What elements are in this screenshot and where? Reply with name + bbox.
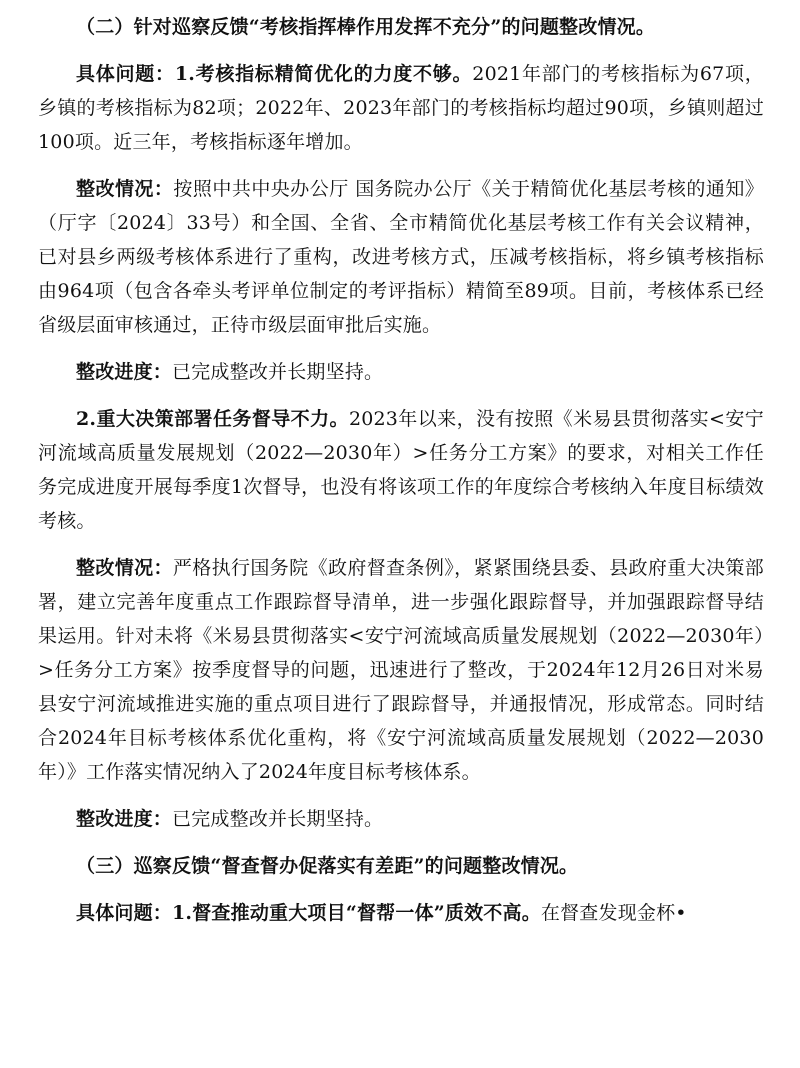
progress-text-1: 已完成整改并长期坚持。 [172,361,384,383]
problem-paragraph-2 [38,402,764,538]
problem-text-3: 在督查发现金杯• [540,902,687,924]
rectify-text-1: 按照中共中央办公厅 国务院办公厅《关于精简优化基层考核的通知》（厅字〔2024〕33号）和全国、全省、全市精简优化基层考核工作有关会议精神，已对县乡两级考核体系进行了重构，改进考核方式，压减考核指标，将乡镇考核指标由964项（包含各牵头考评单位制定的考评指标）精简至89项。目前，考核体系已经省级层面审核通过，正待市级层面审批后实施。 [38,178,764,336]
problem-paragraph-1 [38,57,764,159]
problem-lead-3: 具体问题：1.督查推动重大项目“督帮一体”质效不高。 [76,902,541,924]
problem-lead-2: 2.重大决策部署任务督导不力。 [76,408,349,430]
progress-text-2: 已完成整改并长期坚持。 [172,808,384,830]
rectify-lead-2: 整改情况： [76,557,173,579]
section-heading-2: （二）针对巡察反馈“考核指挥棒作用发挥不充分”的问题整改情况。 [76,16,656,38]
problem-lead-1: 具体问题：1.考核指标精简优化的力度不够。 [76,63,473,85]
progress-paragraph-1 [38,355,764,389]
document-page [38,10,764,943]
rectify-paragraph-2 [38,551,764,789]
problem-text-1: 2021年部门的考核指标为67项，乡镇的考核指标为82项；2022年、2023年部门的考核指标均超过90项，乡镇则超过100项。近三年，考核指标逐年增加。 [38,63,764,153]
problem-text-2: 2023年以来，没有按照《米易县贯彻落实<安宁河流域高质量发展规划（2022—2030年）>任务分工方案》的要求，对相关工作任务完成进度开展每季度1次督导，也没有将该项工作的年度综合考核纳入年度目标绩效考核。 [38,408,765,532]
progress-lead-1: 整改进度： [76,361,173,383]
progress-paragraph-2 [38,802,764,836]
problem-paragraph-3 [38,896,764,930]
rectify-paragraph-1 [38,172,764,342]
section-heading-3: （三）巡察反馈“督查督办促落实有差距”的问题整改情况。 [76,855,579,877]
progress-lead-2: 整改进度： [76,808,173,830]
rectify-lead-1: 整改情况： [76,178,174,200]
rectify-text-2: 严格执行国务院《政府督查条例》，紧紧围绕县委、县政府重大决策部署，建立完善年度重点工作跟踪督导清单，进一步强化跟踪督导，并加强跟踪督导结果运用。针对未将《米易县贯彻落实<安宁河流域高质量发展规划（2022—2030年）>任务分工方案》按季度督导的问题，迅速进行了整改，于2024年12月26日对米易县安宁河流域推进实施的重点项目进行了跟踪督导，并通报情况，形成常态。同时结合2024年目标考核体系优化重构，将《安宁河流域高质量发展规划（2022—2030年）》工作落实情况纳入了2024年度目标考核体系。 [38,557,764,783]
